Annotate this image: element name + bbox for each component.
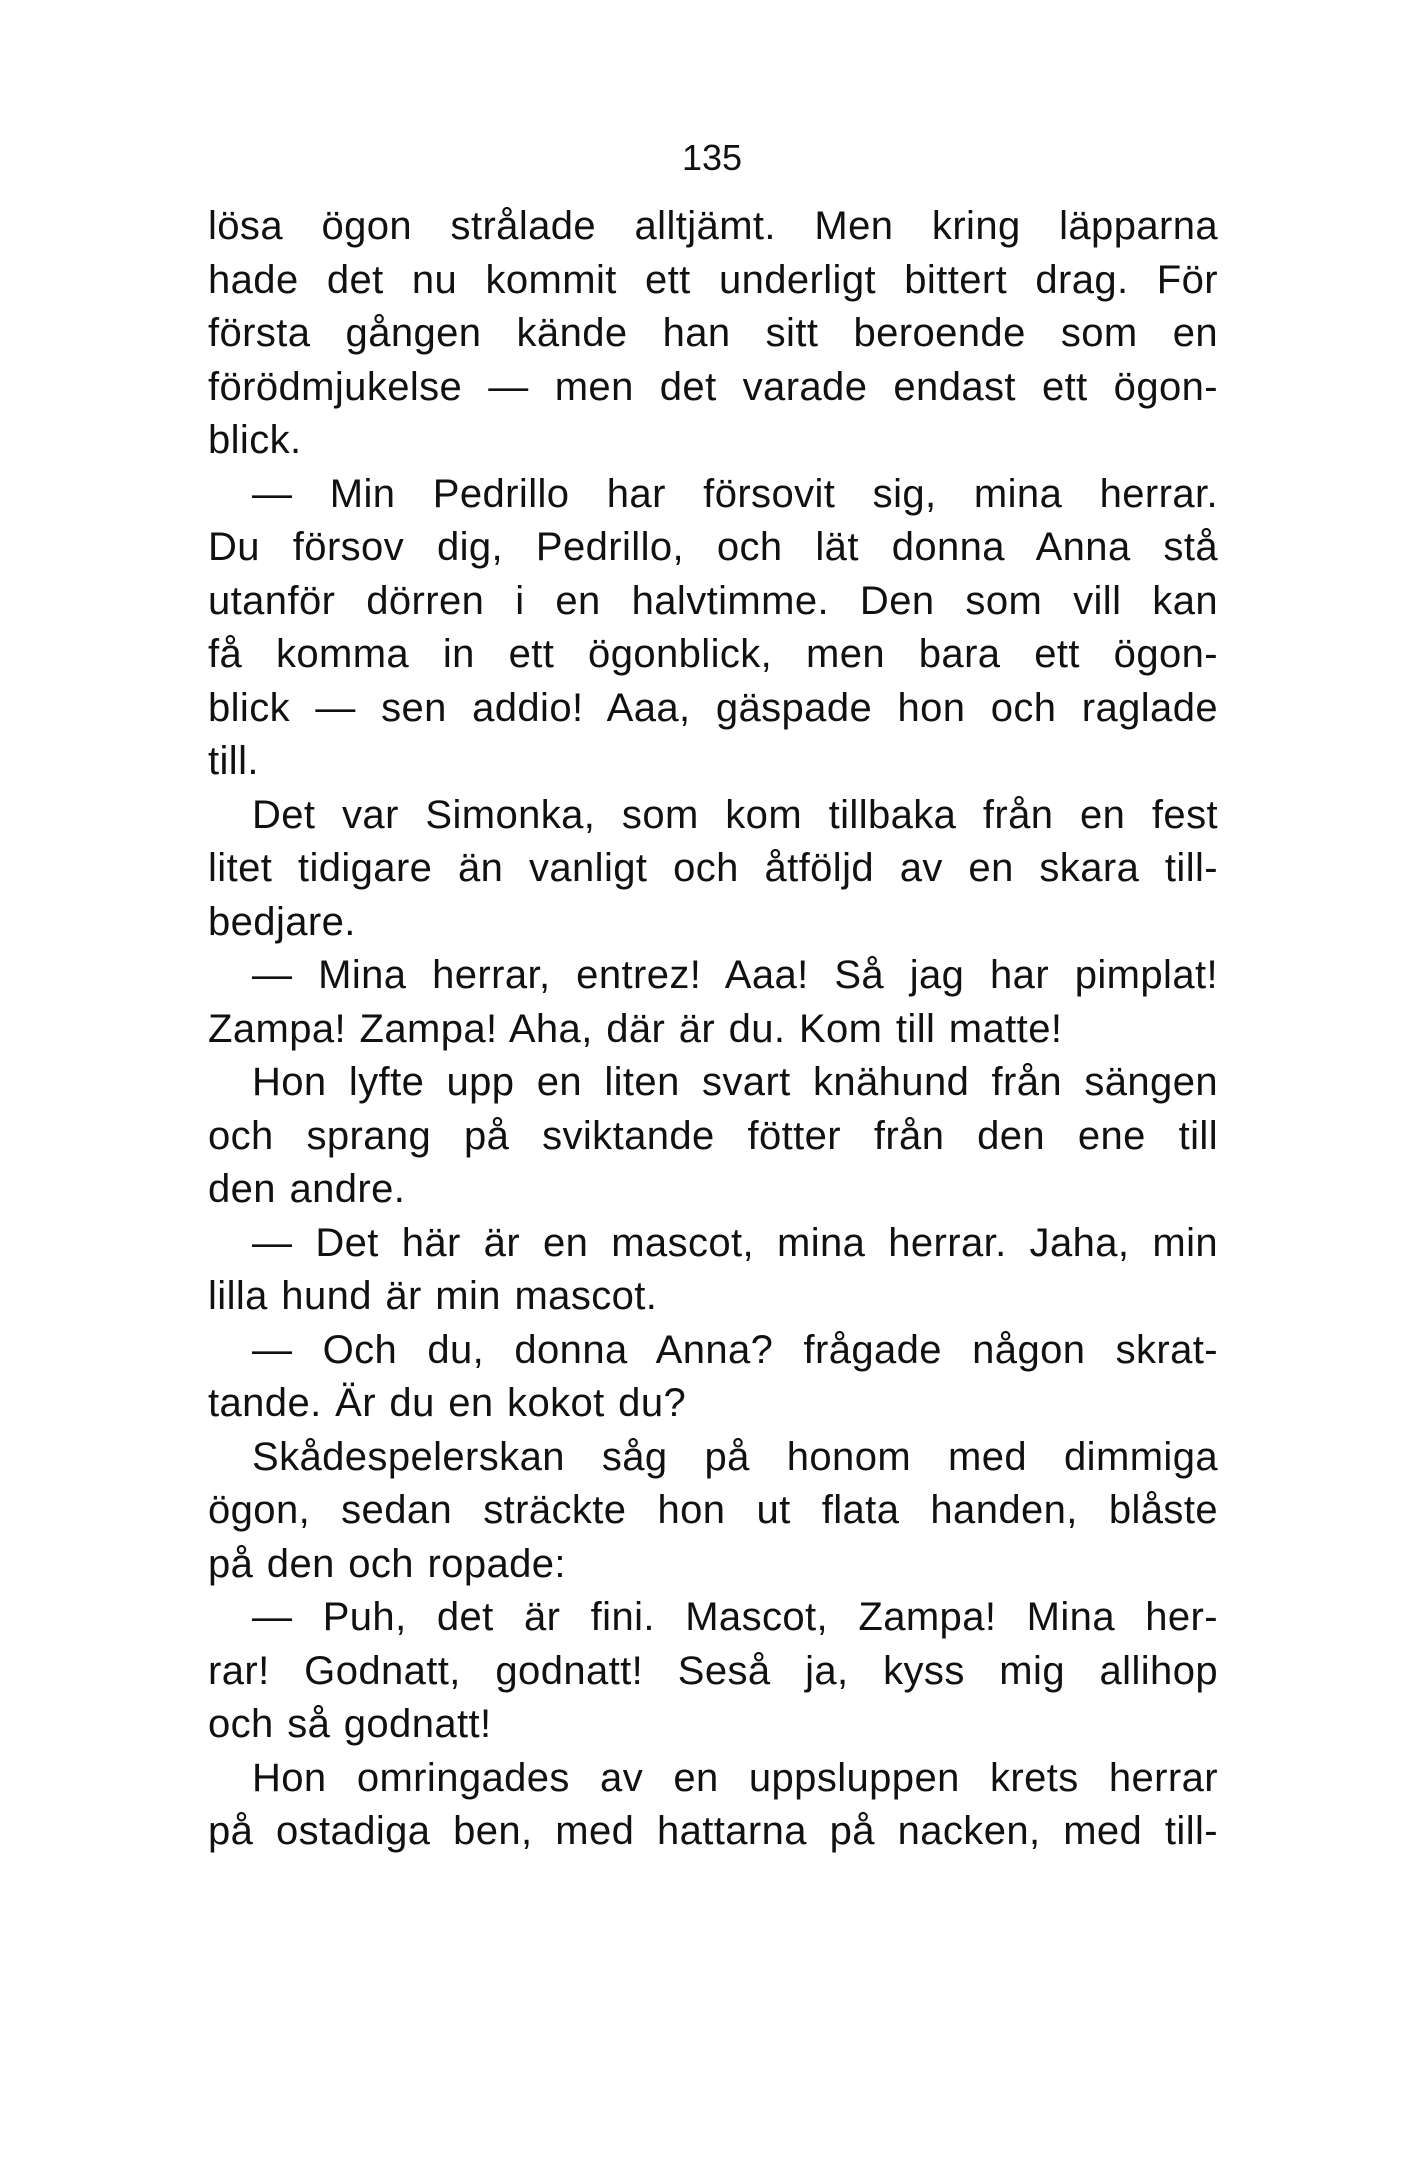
text-line: förödmjukelse — men det varade endast ett ögon- — [208, 364, 1218, 409]
text-line: Zampa! Zampa! Aha, där är du. Kom till matte! — [208, 1006, 1063, 1051]
text-line: Skådespelerskan såg på honom med dimmiga — [252, 1434, 1218, 1479]
text-line: tande. Är du en kokot du? — [208, 1381, 687, 1425]
text-line: till. — [208, 739, 259, 783]
text-line: första gången kände han sitt beroende som en — [208, 311, 1218, 355]
text-line: rar! Godnatt, godnatt! Seså ja, kyss mig allihop — [208, 1648, 1218, 1693]
page-number: 135 — [681, 137, 743, 178]
text-line: få komma in ett ögonblick, men bara ett ögon- — [208, 632, 1218, 676]
text-line: — Min Pedrillo har försovit sig, mina herrar. — [252, 471, 1218, 516]
text-line: Du försov dig, Pedrillo, och lät donna Anna stå — [208, 525, 1218, 569]
body-text — [208, 200, 1218, 1859]
text-line: på ostadiga ben, med hattarna på nacken, med till- — [208, 1809, 1218, 1853]
text-line: på den och ropade: — [208, 1541, 566, 1586]
text-line: Det var Simonka, som kom tillbaka från en fest — [252, 792, 1218, 837]
text-line: blick. — [208, 418, 302, 462]
text-line: — Det här är en mascot, mina herrar. Jaha, min — [252, 1220, 1218, 1265]
text-line: blick — sen addio! Aaa, gäspade hon och raglade — [208, 685, 1218, 730]
text-line: och så godnatt! — [208, 1702, 492, 1746]
text-line: utanför dörren i en halvtimme. Den som vill kan — [208, 578, 1218, 623]
text-line: — Mina herrar, entrez! Aaa! Så jag har pimplat! — [252, 953, 1218, 997]
text-line: lösa ögon strålade alltjämt. Men kring läpparna — [208, 204, 1218, 248]
text-line: hade det nu kommit ett underligt bittert drag. För — [208, 257, 1218, 302]
text-line: den andre. — [208, 1167, 406, 1211]
text-line: — Och du, donna Anna? frågade någon skrat- — [252, 1327, 1218, 1372]
text-line: ögon, sedan sträckte hon ut flata handen, blåste — [208, 1488, 1218, 1532]
text-line: litet tidigare än vanligt och åtföljd av en skara till- — [208, 846, 1218, 890]
text-line: — Puh, det är fini. Mascot, Zampa! Mina her- — [252, 1595, 1218, 1639]
text-line: Hon omringades av en uppsluppen krets herrar — [252, 1755, 1218, 1800]
text-line: bedjare. — [208, 899, 356, 944]
text-line: lilla hund är min mascot. — [208, 1274, 658, 1318]
text-line: Hon lyfte upp en liten svart knähund från sängen — [252, 1060, 1218, 1104]
text-line: och sprang på sviktande fötter från den ene till — [208, 1113, 1218, 1158]
